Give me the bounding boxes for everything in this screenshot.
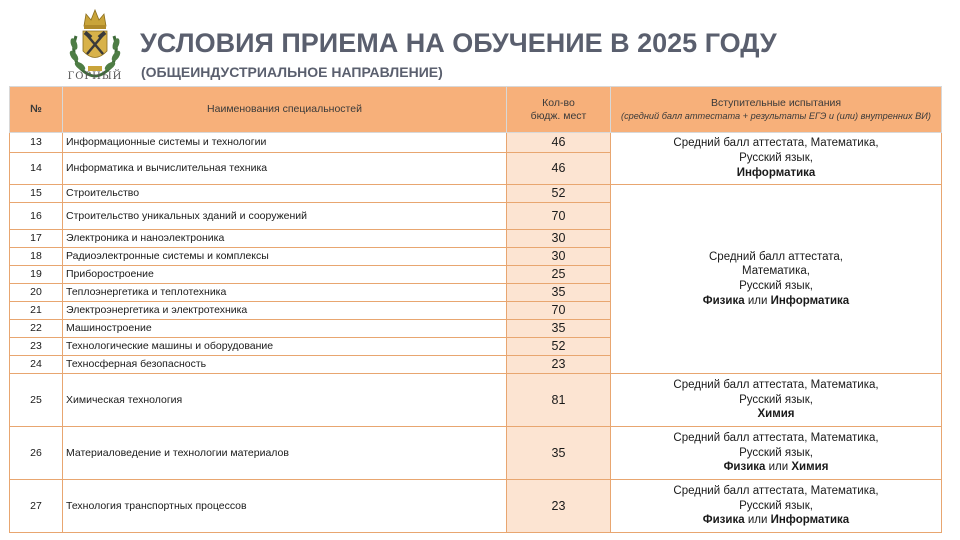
row-number: 25 — [10, 374, 63, 427]
exam-line: Русский язык, — [739, 446, 813, 459]
exam-line: Физика — [702, 294, 745, 307]
column-header-count — [507, 87, 611, 133]
table-row — [10, 480, 942, 533]
specialty-name: Материаловедение и технологии материалов — [63, 427, 507, 480]
exam-requirements-group-5 — [611, 480, 942, 533]
budget-places: 30 — [507, 230, 611, 248]
row-number: 23 — [10, 338, 63, 356]
budget-places: 23 — [507, 356, 611, 374]
row-number: 18 — [10, 248, 63, 266]
column-header-count-line1: Кол-во — [542, 97, 575, 110]
column-header-num: № — [10, 87, 63, 133]
budget-places: 46 — [507, 153, 611, 185]
row-number: 16 — [10, 203, 63, 230]
specialty-name: Информационные системы и технологии — [63, 133, 507, 153]
exam-line: Средний балл аттестата, Математика, — [673, 484, 879, 497]
exam-line: Информатика — [770, 514, 850, 527]
admission-table — [9, 86, 942, 533]
specialty-name: Химическая технология — [63, 374, 507, 427]
exam-line: Математика, — [741, 265, 810, 278]
row-number: 20 — [10, 284, 63, 302]
row-number: 19 — [10, 266, 63, 284]
budget-places: 70 — [507, 203, 611, 230]
exam-line: Физика — [723, 461, 766, 474]
specialty-name: Машиностроение — [63, 320, 507, 338]
exam-connector: или — [744, 514, 771, 527]
exam-requirements-group-4 — [611, 427, 942, 480]
row-number: 21 — [10, 302, 63, 320]
exam-connector: или — [765, 461, 792, 474]
specialty-name: Строительство уникальных зданий и сооружений — [63, 203, 507, 230]
exam-line: Средний балл аттестата, Математика, — [673, 431, 879, 444]
budget-places: 52 — [507, 185, 611, 203]
row-number: 26 — [10, 427, 63, 480]
budget-places: 23 — [507, 480, 611, 533]
table-row — [10, 427, 942, 480]
page-title: УСЛОВИЯ ПРИЕМА НА ОБУЧЕНИЕ В 2025 ГОДУ — [140, 28, 777, 58]
exam-line: Русский язык, — [739, 393, 813, 406]
specialty-name: Теплоэнергетика и теплотехника — [63, 284, 507, 302]
budget-places: 70 — [507, 302, 611, 320]
budget-places: 52 — [507, 338, 611, 356]
logo-text: ГОРНЫЙ — [67, 71, 123, 82]
column-header-exams — [611, 87, 942, 133]
specialty-name: Технологические машины и оборудование — [63, 338, 507, 356]
specialty-name: Электроэнергетика и электротехника — [63, 302, 507, 320]
exam-line: Информатика — [736, 166, 816, 179]
row-number: 27 — [10, 480, 63, 533]
row-number: 15 — [10, 185, 63, 203]
specialty-name: Строительство — [63, 185, 507, 203]
budget-places: 35 — [507, 284, 611, 302]
exam-line: Средний балл аттестата, Математика, — [673, 137, 879, 150]
budget-places: 25 — [507, 266, 611, 284]
budget-places: 81 — [507, 374, 611, 427]
exam-requirements-group-1 — [611, 133, 942, 185]
column-header-exams-title: Вступительные испытания — [710, 97, 842, 110]
row-number: 13 — [10, 133, 63, 153]
row-number: 22 — [10, 320, 63, 338]
exam-line: Средний балл аттестата, — [709, 250, 843, 263]
column-header-exams-subtitle: (средний балл аттестата + результаты ЕГЭ и (или) внутренних ВИ) — [621, 111, 931, 122]
specialty-name: Электроника и наноэлектроника — [63, 230, 507, 248]
row-number: 24 — [10, 356, 63, 374]
exam-line: Информатика — [770, 294, 850, 307]
exam-connector: или — [744, 294, 771, 307]
exam-line: Русский язык, — [739, 152, 813, 165]
row-number: 17 — [10, 230, 63, 248]
specialty-name: Радиоэлектронные системы и комплексы — [63, 248, 507, 266]
row-number: 14 — [10, 153, 63, 185]
exam-requirements-group-2 — [611, 185, 942, 374]
budget-places: 35 — [507, 320, 611, 338]
exam-line: Средний балл аттестата, Математика, — [673, 378, 879, 391]
table-row — [10, 185, 942, 203]
exam-line: Русский язык, — [739, 280, 813, 292]
exam-line: Русский язык, — [739, 499, 813, 512]
specialty-name: Приборостроение — [63, 266, 507, 284]
budget-places: 35 — [507, 427, 611, 480]
column-header-name: Наименования специальностей — [63, 87, 507, 133]
table-row — [10, 374, 942, 427]
exam-line: Физика — [702, 514, 745, 527]
budget-places: 30 — [507, 248, 611, 266]
table-row — [10, 133, 942, 153]
budget-places: 46 — [507, 133, 611, 153]
specialty-name: Техносферная безопасность — [63, 356, 507, 374]
specialty-name: Технология транспортных процессов — [63, 480, 507, 533]
exam-requirements-group-3 — [611, 374, 942, 427]
page-subtitle: (ОБЩЕИНДУСТРИАЛЬНОЕ НАПРАВЛЕНИЕ) — [141, 64, 443, 80]
exam-line: Химия — [757, 408, 795, 421]
column-header-count-line2: бюдж. мест — [530, 109, 587, 122]
table-header-row — [10, 87, 942, 133]
specialty-name: Информатика и вычислительная техника — [63, 153, 507, 185]
exam-line: Химия — [791, 461, 829, 474]
